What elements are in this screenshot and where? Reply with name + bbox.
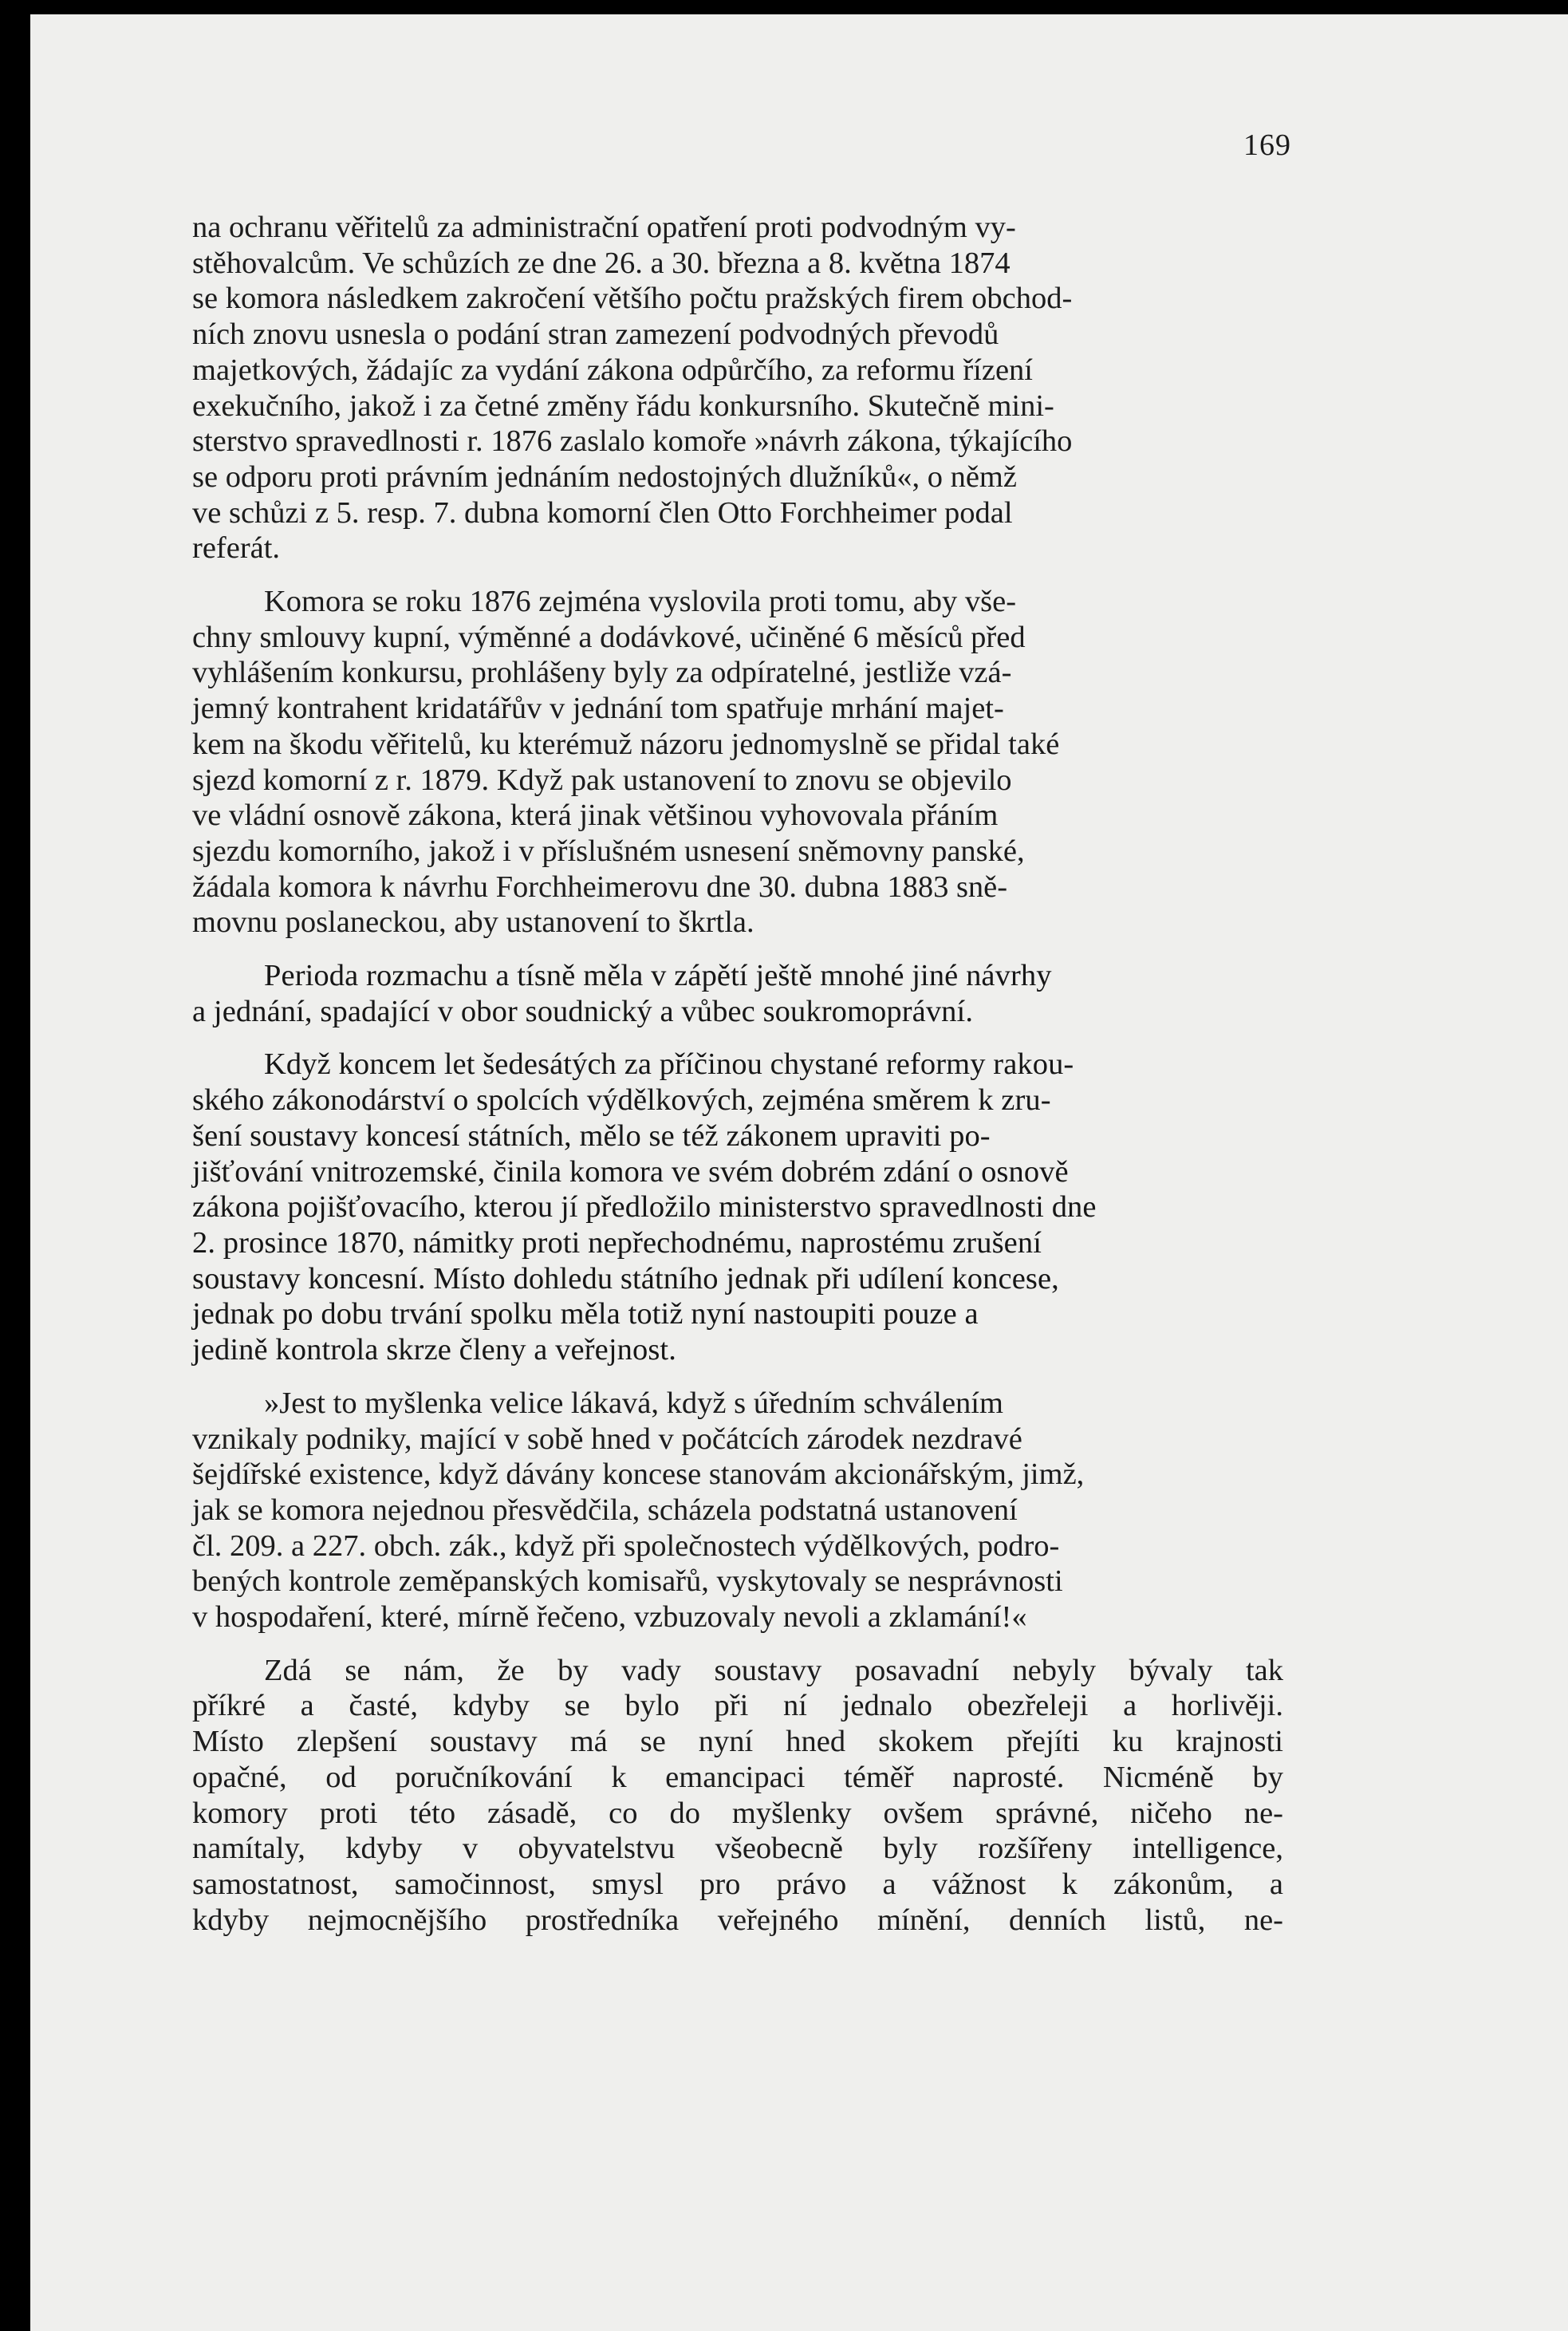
paragraph-2: Komora se roku 1876 zejména vyslovila proti tomu, aby vše- chny smlouvy kupní, výměnné a dodávkové, učiněné 6 měsíců před vyhlášením konkursu, prohlášeny byly za odpíratelné, jestliže vzá- jemný kontrahent kridatářův v jednání tom spatřuje mrhání majet- kem na škodu věřitelů, ku kterémuž názoru jednomyslně se přidal také sjezd komorní z r. 1879. Když pak ustanovení to znovu se objevilo ve vládní osnově zákona, která jinak většinou vyhovovala přáním sjezdu komorního, jakož i v příslušném usnesení sněmovny panské, žádala komora k návrhu Forchheimerovu dne 30. dubna 1883 sně- movnu poslaneckou, aby ustanovení to škrtla.: [192, 585, 1060, 940]
paragraph-5: »Jest to myšlenka velice lákavá, když s úředním schválením vznikaly podniky, mající v sobě hned v počátcích zárodek nezdravé šejdířské existence, když dávány koncese stanovám akcionářským, jimž, jak se komora nejednou přesvědčila, scházela podstatná ustanovení čl. 209. a 227. obch. zák., když při společnostech výdělkových, podro- bených kontrole zeměpanských komisařů, vyskytovaly se nesprávnosti v hospodaření, které, mírně řečeno, vzbuzovaly nevoli a zklamání!«: [192, 1386, 1085, 1635]
paragraph-4: Když koncem let šedesátých za příčinou chystané reformy rakou- ského zákonodárství o spolcích výdělkových, zejména směrem k zru- šení soustavy koncesí státních, mělo se též zákonem upraviti po- jišťování vnitrozemské, činila komora ve svém dobrém zdání o osnově zákona pojišťovacího, kterou jí předložilo ministerstvo spravedlnosti dne 2. prosince 1870, námitky proti nepřechodnému, naprostému zrušení soustavy koncesní. Místo dohledu státního jednak při udílení koncese, jednak po dobu trvání spolku měla totiž nyní nastoupiti pouze a jedině kontrola skrze členy a veřejnost.: [192, 1047, 1097, 1367]
scanned-page: [30, 14, 1568, 2331]
page-number: 169: [1243, 128, 1291, 162]
body-text: [192, 210, 1283, 1955]
paragraph-1: na ochranu věřitelů za administrační opatření proti podvodným vy- stěhovalcům. Ve schůzích ze dne 26. a 30. března a 8. května 1874 se komora následkem zakročení většího počtu pražských firem obchod- ních znovu usnesla o podání stran zamezení podvodných převodů majetkových, žádajíc za vydání zákona odpůrčího, za reformu řízení exekučního, jakož i za četné změny řádu konkursního. Skutečně mini- sterstvo spravedlnosti r. 1876 zaslalo komoře »návrh zákona, týkajícího se odporu proti právním jednáním nedostojných dlužníků«, o němž ve schůzi z 5. resp. 7. dubna komorní člen Otto Forchheimer podal referát.: [192, 211, 1073, 566]
paragraph-3: Perioda rozmachu a tísně měla v zápětí ještě mnohé jiné návrhy a jednání, spadající v obor soudnický a vůbec soukromoprávní.: [192, 959, 1052, 1028]
paragraph-6: Zdá se nám, že by vady soustavy posavadní nebyly bývaly tak příkré a časté, kdyby se bylo při ní jednalo obezřeleji a horlivěji. Místo zlepšení soustavy má se nyní hned skokem přejíti ku krajnosti opačné, od poručníkování k emancipaci téměř naprosté. Nicméně by komory proti této zásadě, co do myšlenky ovšem správné, ničeho ne- namítaly, kdyby v obyvatelstvu všeobecně byly rozšířeny intelligence, samostatnost, samočinnost, smysl pro právo a vážnost k zákonům, a kdyby nejmocnějšího prostředníka veřejného mínění, denních listů, ne-: [192, 1653, 1283, 1937]
